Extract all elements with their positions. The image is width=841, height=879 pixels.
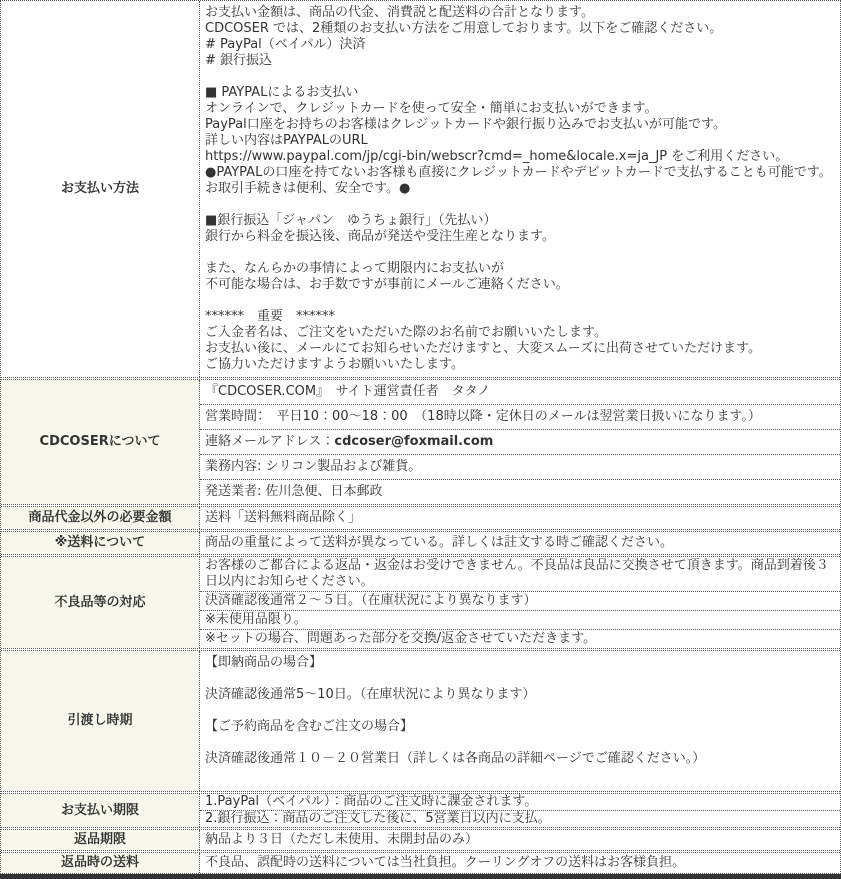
text-line: 銀行から料金を振込後、商品が発送や受注生産となります。 [205, 229, 555, 244]
text-line: PayPal口座をお持ちのお客様はクレジットカードや銀行振り込みでお支払いが可能です。 [205, 117, 726, 132]
text-line [205, 703, 835, 719]
email-label: 連絡メールアドレス： [205, 434, 335, 449]
content-cell [200, 454, 840, 479]
content-cell [200, 651, 840, 791]
text-line: 【ご予約商品を含むご注文の場合】 [205, 719, 414, 734]
text-line: お支払い金額は、商品の代金、消費説と配送料の合計となります。 [205, 5, 594, 20]
text-line: 営業時間： 平日10：00～18：00 （18時以降・定休日のメールは翌営業日扱いになります。） [205, 409, 761, 424]
text-line: オンラインで、クレジットカードを使って安全・簡単にお支払いができます。 [205, 101, 658, 116]
text-line: 不良品、誤配時の送料については当社負担。クーリングオフの送料はお客様負担。 [205, 855, 686, 870]
content-cell [200, 810, 840, 827]
content-cell [200, 629, 840, 648]
content-cell [200, 404, 840, 429]
text-line: 【即納商品の場合】 [205, 655, 323, 670]
text-line [205, 293, 835, 309]
row-content-group [200, 380, 840, 504]
text-line: 業務内容: シリコン製品および雑貨。 [205, 459, 422, 474]
text-line: 決済確認後通常２～５日。（在庫状況により異なります） [205, 593, 537, 608]
text-line: 1.PayPal（ベイパル）：商品のご注文時に課金されます。 [205, 794, 538, 809]
text-line: また、なんらかの事情によって期限内にお支払いが [205, 261, 505, 276]
table-row [1, 377, 840, 504]
content-cell [200, 591, 840, 610]
content-cell [200, 830, 840, 850]
table-row [1, 648, 840, 791]
table-row-inner [1, 829, 840, 850]
text-line: 発送業者: 佐川急便、日本郵政 [205, 484, 383, 499]
text-line [205, 735, 835, 751]
table-row-inner [1, 793, 840, 827]
row-header-payment-deadline: お支払い期限 [1, 794, 200, 827]
text-line [205, 767, 835, 783]
text-line: ■銀行振込「ジャパン ゆうちょ銀行」（先払い） [205, 213, 497, 228]
text-line [205, 671, 835, 687]
row-header-return-deadline: 返品期限 [1, 830, 200, 850]
bottom-divider-bar [0, 874, 841, 879]
row-content-group [200, 532, 840, 554]
table-row-inner [1, 852, 840, 873]
table-row [1, 1, 840, 377]
text-line: ****** 重要 ****** [205, 309, 336, 324]
table-row-inner [1, 650, 840, 791]
row-header-return-shipping: 返品時の送料 [1, 853, 200, 873]
text-line: お取引手続きは便利、安全です。● [205, 181, 411, 196]
row-content-group [200, 830, 840, 850]
text-line: ご入金者名は、ご注文をいただいた際のお名前でお願いいたします。 [205, 325, 607, 340]
text-line: 送料「送料無料商品除く」 [205, 510, 362, 525]
text-line: ※セットの場合、問題あった部分を交換/返金させていただきます。 [205, 631, 597, 646]
table-row [1, 504, 840, 529]
text-line: ■ PAYPALによるお支払い [205, 85, 359, 100]
row-header-defective-items: 不良品等の対応 [1, 557, 200, 648]
row-content-group [200, 794, 840, 827]
text-line [205, 197, 835, 213]
table-row-inner [1, 531, 840, 554]
row-content-group [200, 853, 840, 873]
text-line: ●PAYPALの口座を持てないお客様も直接にクレジットカードやデビットカードで支払することも可能です。 [205, 165, 832, 180]
content-cell [200, 853, 840, 873]
row-header-delivery-time: 引渡し時期 [1, 651, 200, 791]
table-row [1, 554, 840, 648]
row-content-group [200, 651, 840, 791]
content-cell [200, 557, 840, 591]
content-cell [200, 532, 840, 554]
text-line: 不可能な場合は、お手数ですが事前にメールご連絡ください。 [205, 277, 569, 292]
text-line: 決済確認後通常１０－２０営業日（詳しくは各商品の詳細ページでご確認ください。） [205, 751, 706, 766]
row-content-group [200, 557, 840, 648]
content-cell [200, 1, 840, 377]
table-row-inner [1, 556, 840, 648]
text-line: 『CDCOSER.COM』 サイト運営責任者 タタノ [205, 384, 491, 399]
text-line: https://www.paypal.com/jp/cgi-bin/webscr?cmd=_home&locale.x=ja_JP をご利用ください。 [205, 149, 789, 164]
row-header-about-cdcoser: CDCOSERについて [1, 380, 200, 504]
text-line [205, 245, 835, 261]
text-line [205, 434, 835, 450]
text-line: 商品の重量によって送料が異なっている。詳しくは註文する時ご確認ください。 [205, 535, 674, 550]
text-line: 決済確認後通常5～10日。（在庫状況により異なります） [205, 687, 536, 702]
content-cell [200, 479, 840, 504]
table-row [1, 529, 840, 554]
text-line: 納品より３日（ただし未使用、未開封品のみ） [205, 832, 479, 847]
text-line: # PayPal（ベイパル）決済 [205, 37, 366, 52]
text-line: ご協力いただけますようお願いいたします。 [205, 357, 464, 372]
content-cell [200, 794, 840, 810]
row-content-group [200, 1, 840, 377]
table-row [1, 791, 840, 827]
row-content-group [200, 507, 840, 529]
content-cell [200, 429, 840, 454]
text-line: お客様のご都合による返品・返金はお受けできません。不良品は良品に交換させて頂きます。商品到着後３日以内にお知らせください。 [205, 558, 829, 589]
table-row-inner [1, 379, 840, 504]
text-line: CDCOSER では、2種類のお支払い方法をご用意しております。以下をご確認ください。 [205, 21, 723, 36]
table-row [1, 850, 840, 873]
row-header-payment-method: お支払い方法 [1, 1, 200, 377]
text-line: 詳しい内容はPAYPALのURL [205, 133, 368, 148]
table-row-inner [1, 1, 840, 377]
row-header-about-shipping: ※送料について [1, 532, 200, 554]
table-row [1, 827, 840, 850]
text-line [205, 69, 835, 85]
text-line: 2.銀行振込：商品のご注文した後に、5営業日以内に支払。 [205, 811, 551, 826]
text-line: # 銀行振込 [205, 53, 273, 68]
row-header-extra-fees: 商品代金以外の必要金額 [1, 507, 200, 529]
content-cell [200, 610, 840, 629]
text-line: お支払い後に、メールにてお知らせいただけますと、大変スムーズに出荷させていただけます。 [205, 341, 762, 356]
content-cell [200, 507, 840, 529]
content-cell [200, 380, 840, 404]
table-row-inner [1, 506, 840, 529]
text-line: ※未使用品限り。 [205, 612, 307, 627]
email-address: cdcoser@foxmail.com [334, 434, 494, 449]
